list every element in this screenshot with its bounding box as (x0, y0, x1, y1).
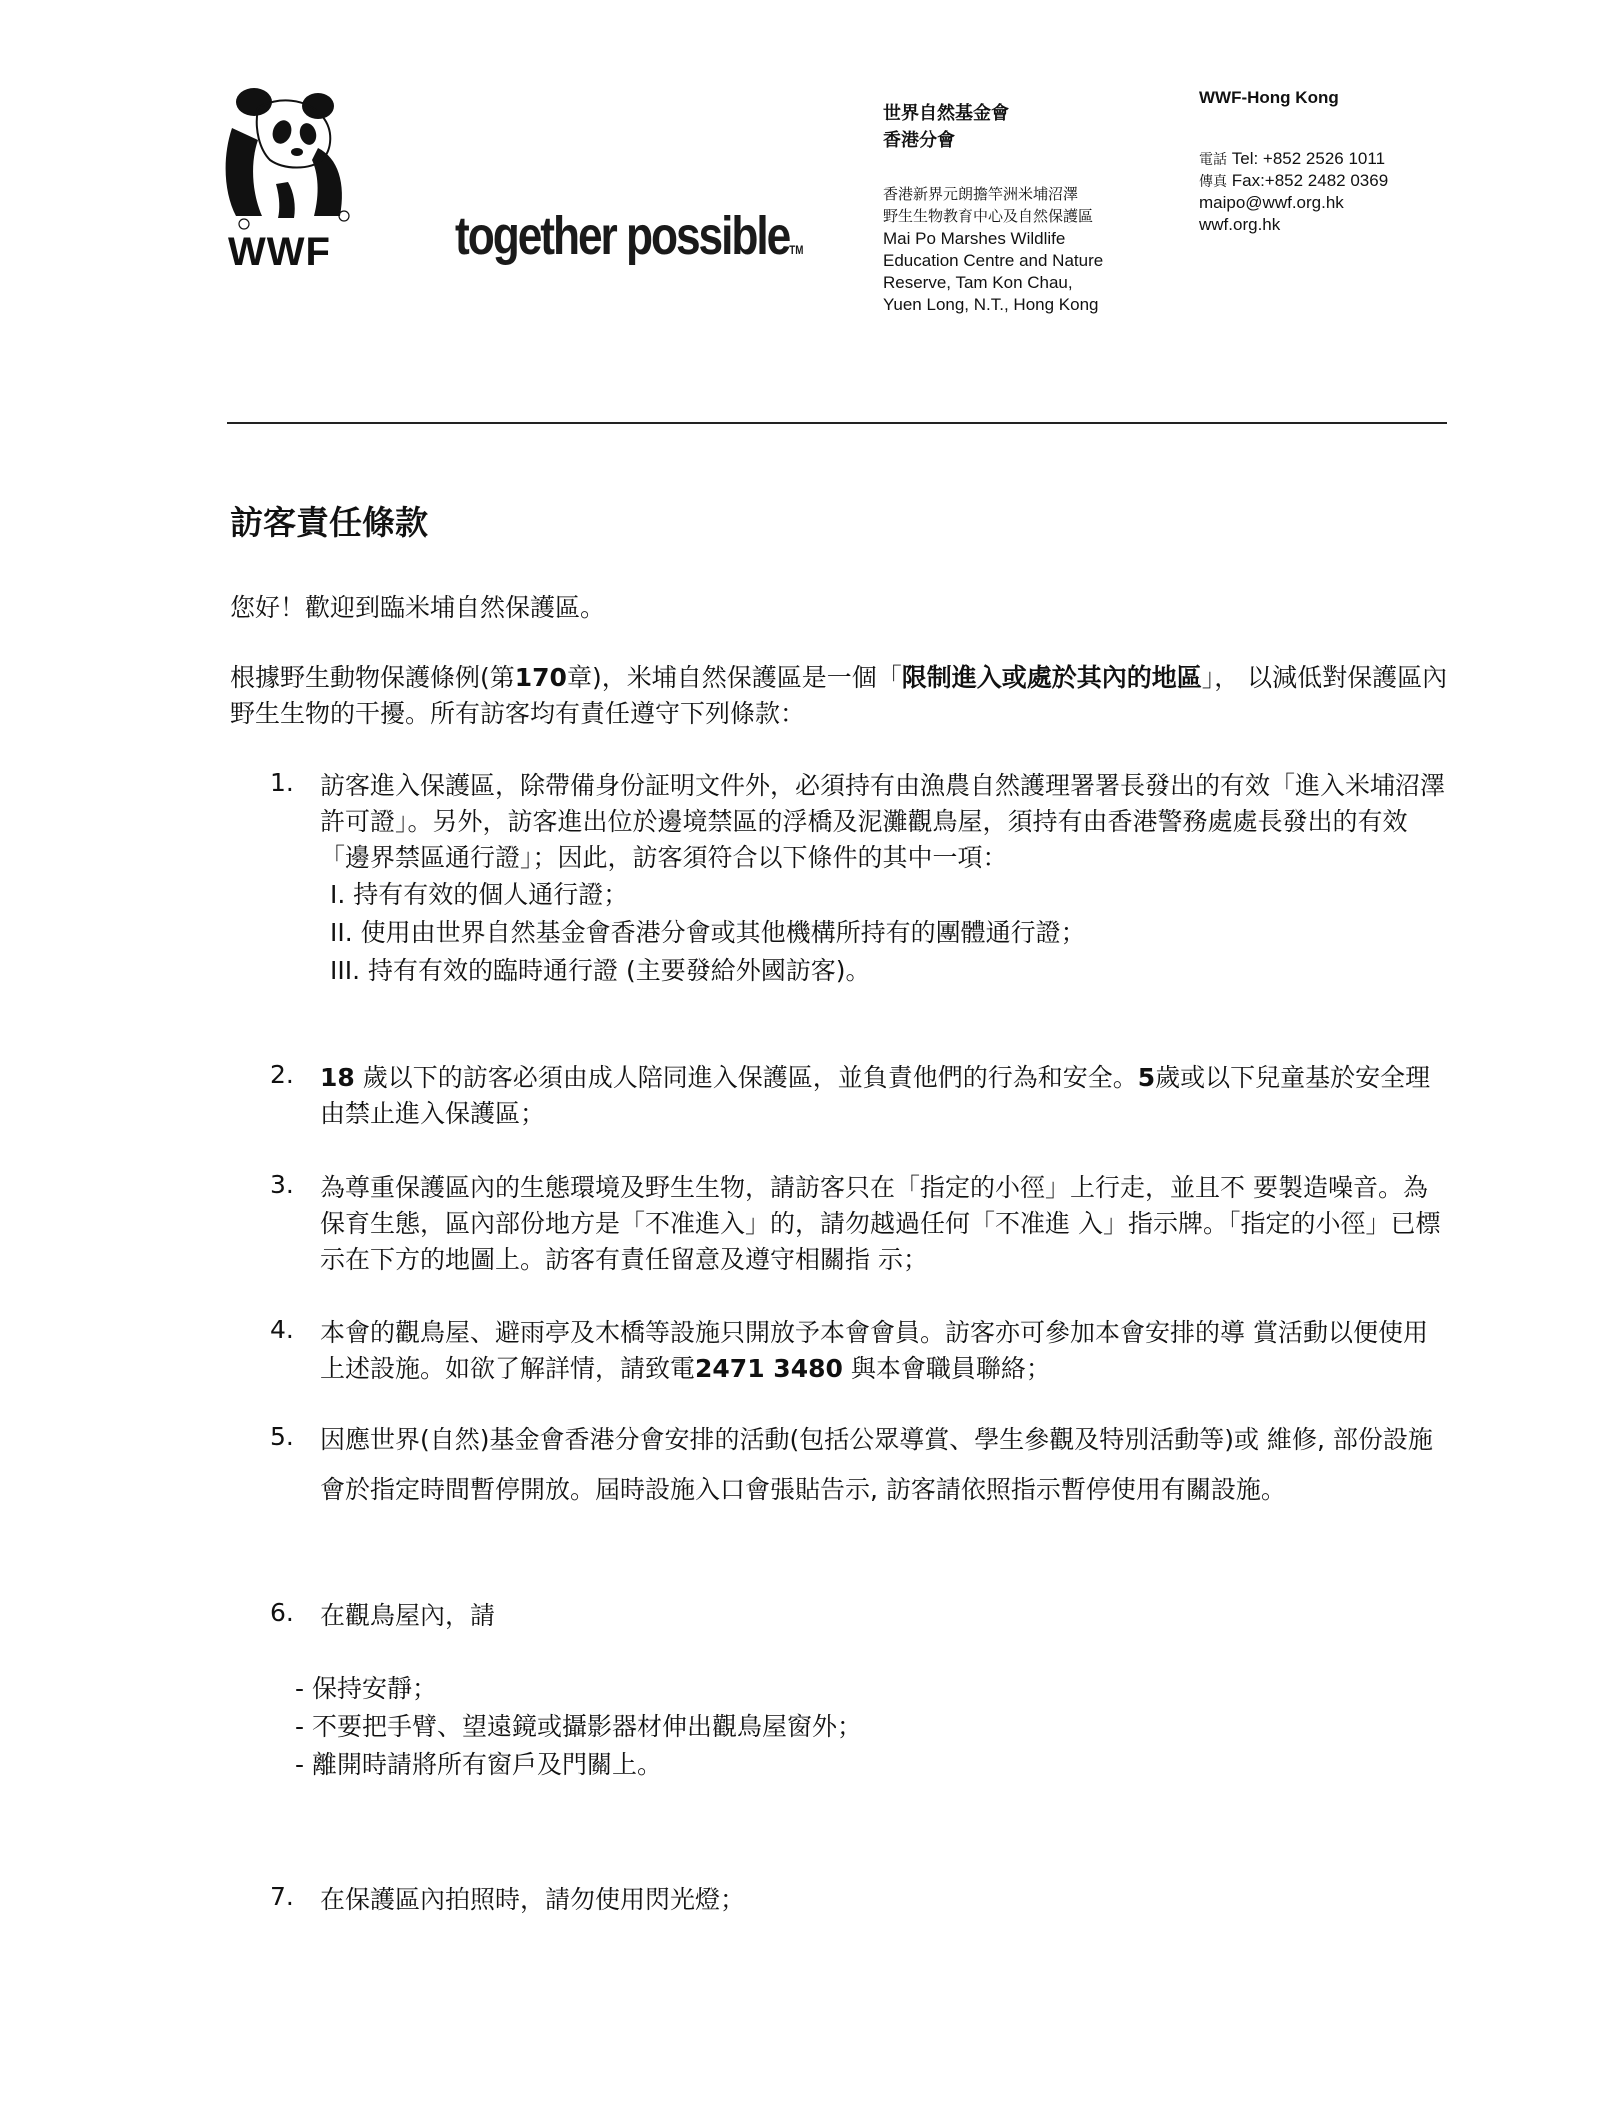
address-en-2: Education Centre and Nature (883, 251, 1104, 270)
slogan-text: together possible (455, 206, 790, 266)
rule-6-bullet-1: - 保持安靜； (295, 1674, 437, 1703)
rule-1-text: 訪客進入保護區，除帶備身份証明文件外，必須持有由漁農自然護理署署長發出的有效「進入米埔沼澤許可證」。另外，訪客進出位於邊境禁區的浮橋及泥灘觀鳥屋，須持有由香港警務處處長發出的有效「邊界禁區通行證」；因此，訪客須符合以下條件的其中一項： (320, 771, 1446, 872)
intro-part3: 」， 以減低對保護區內野生生物的干擾。所有訪客均有責任遵守下列條款： (230, 663, 1448, 728)
intro-bold-phrase: 限制進入或處於其內的地區 (901, 663, 1202, 692)
rule-3-number: 3. (270, 1170, 294, 1199)
rule-1-number: 1. (270, 768, 294, 797)
rule-7-text: 在保護區內拍照時，請勿使用閃光燈； (320, 1885, 746, 1914)
org-name-zh-2: 香港分會 (883, 130, 955, 150)
intro-chapter: 170 (514, 663, 567, 692)
contact-block (1199, 88, 1388, 236)
rule-7 (270, 1882, 1450, 1918)
intro-part2: 章)，米埔自然保護區是一個「 (566, 663, 902, 692)
header-divider (227, 422, 1447, 424)
rule-4-text-b: 與本會職員聯絡； (842, 1354, 1051, 1383)
rule-1-sub-3: III. 持有有效的臨時通行證 (主要發給外國訪客)。 (330, 956, 871, 985)
address-en-1: Mai Po Marshes Wildlife (883, 229, 1066, 248)
logo-text: WWF (228, 230, 331, 274)
org-name-zh-1: 世界自然基金會 (883, 103, 1009, 123)
fax-label: 傳真 (1199, 173, 1227, 189)
rule-4-number: 4. (270, 1315, 294, 1344)
rule-1 (270, 768, 1450, 990)
rule-5-number: 5. (270, 1422, 294, 1451)
page-title: 訪客責任條款 (230, 503, 428, 542)
address-en-4: Yuen Long, N.T., Hong Kong (883, 295, 1099, 314)
rule-6-number: 6. (270, 1598, 294, 1627)
website-link[interactable]: wwf.org.hk (1199, 215, 1281, 234)
greeting: 您好！歡迎到臨米埔自然保護區。 (230, 593, 606, 622)
rule-1-sub-1: I. 持有有效的個人通行證； (330, 880, 629, 909)
rule-2-age: 18 (320, 1063, 355, 1092)
rule-6-bullets (275, 1670, 1455, 1784)
email-link[interactable]: maipo@wwf.org.hk (1199, 193, 1344, 212)
rule-4-text (320, 1315, 1450, 1387)
tel-number: Tel: +852 2526 1011 (1231, 149, 1386, 168)
intro-part1: 根據野生動物保護條例(第 (230, 663, 515, 692)
rule-2-text (320, 1060, 1450, 1132)
rule-6-text: 在觀鳥屋內，請 (320, 1601, 496, 1630)
rule-6-bullet-2: - 不要把手臂、望遠鏡或攝影器材伸出觀鳥屋窗外； (295, 1712, 862, 1741)
org-address-block (883, 100, 1103, 316)
rule-6 (270, 1598, 1450, 1634)
rule-4-text-a: 本會的觀鳥屋、避雨亭及木橋等設施只開放予本會會員。訪客亦可參加本會安排的導 賞活動以便使用上述設施。如欲了解詳情，請致電 (320, 1318, 1428, 1383)
rule-2-age2: 5 (1137, 1063, 1156, 1092)
panda-icon (222, 88, 352, 238)
rule-5 (270, 1422, 1450, 1515)
rule-2-text-b: 歲或以下兒童基於安全理由禁止進入保護區； (320, 1063, 1431, 1128)
rule-4 (270, 1315, 1450, 1387)
tel-label: 電話 (1199, 151, 1227, 167)
fax-number: Fax:+852 2482 0369 (1231, 171, 1389, 190)
address-zh-1: 香港新界元朗擔竿洲米埔沼澤 (883, 186, 1079, 203)
slogan (455, 205, 803, 267)
rule-7-number: 7. (270, 1882, 294, 1911)
rule-4-phone: 2471 3480 (695, 1354, 843, 1383)
rule-6-bullet-3: - 離開時請將所有窗戶及門關上。 (295, 1750, 662, 1779)
rule-2 (270, 1060, 1450, 1132)
rule-2-number: 2. (270, 1060, 294, 1089)
rule-3 (270, 1170, 1450, 1278)
intro-paragraph (230, 660, 1450, 732)
contact-title: WWF-Hong Kong (1199, 88, 1339, 107)
address-zh-2: 野生生物教育中心及自然保護區 (883, 208, 1094, 225)
rule-2-text-a: 歲以下的訪客必須由成人陪同進入保護區，並負責他們的行為和安全。 (354, 1063, 1138, 1092)
trademark: TM (789, 243, 804, 257)
address-en-3: Reserve, Tam Kon Chau, (883, 273, 1073, 292)
rule-5-text: 因應世界(自然)基金會香港分會安排的活動(包括公眾導賞、學生參觀及特別活動等)或 維修, 部份設施會於指定時間暫停開放。屆時設施入口會張貼告示, 訪客請依照指示暫停使用有關設施。 (320, 1425, 1433, 1504)
wwf-logo (222, 88, 352, 274)
rule-1-sub-2: II. 使用由世界自然基金會香港分會或其他機構所持有的團體通行證； (330, 918, 1086, 947)
rule-3-text: 為尊重保護區內的生態環境及野生生物，請訪客只在「指定的小徑」上行走，並且不 要製造噪音。為保育生態，區內部份地方是「不准進入」的，請勿越過任何「不准進 入」指示牌。「指定的小徑」已標示在下方的地圖上。訪客有責任留意及遵守相關指 示； (320, 1173, 1441, 1274)
